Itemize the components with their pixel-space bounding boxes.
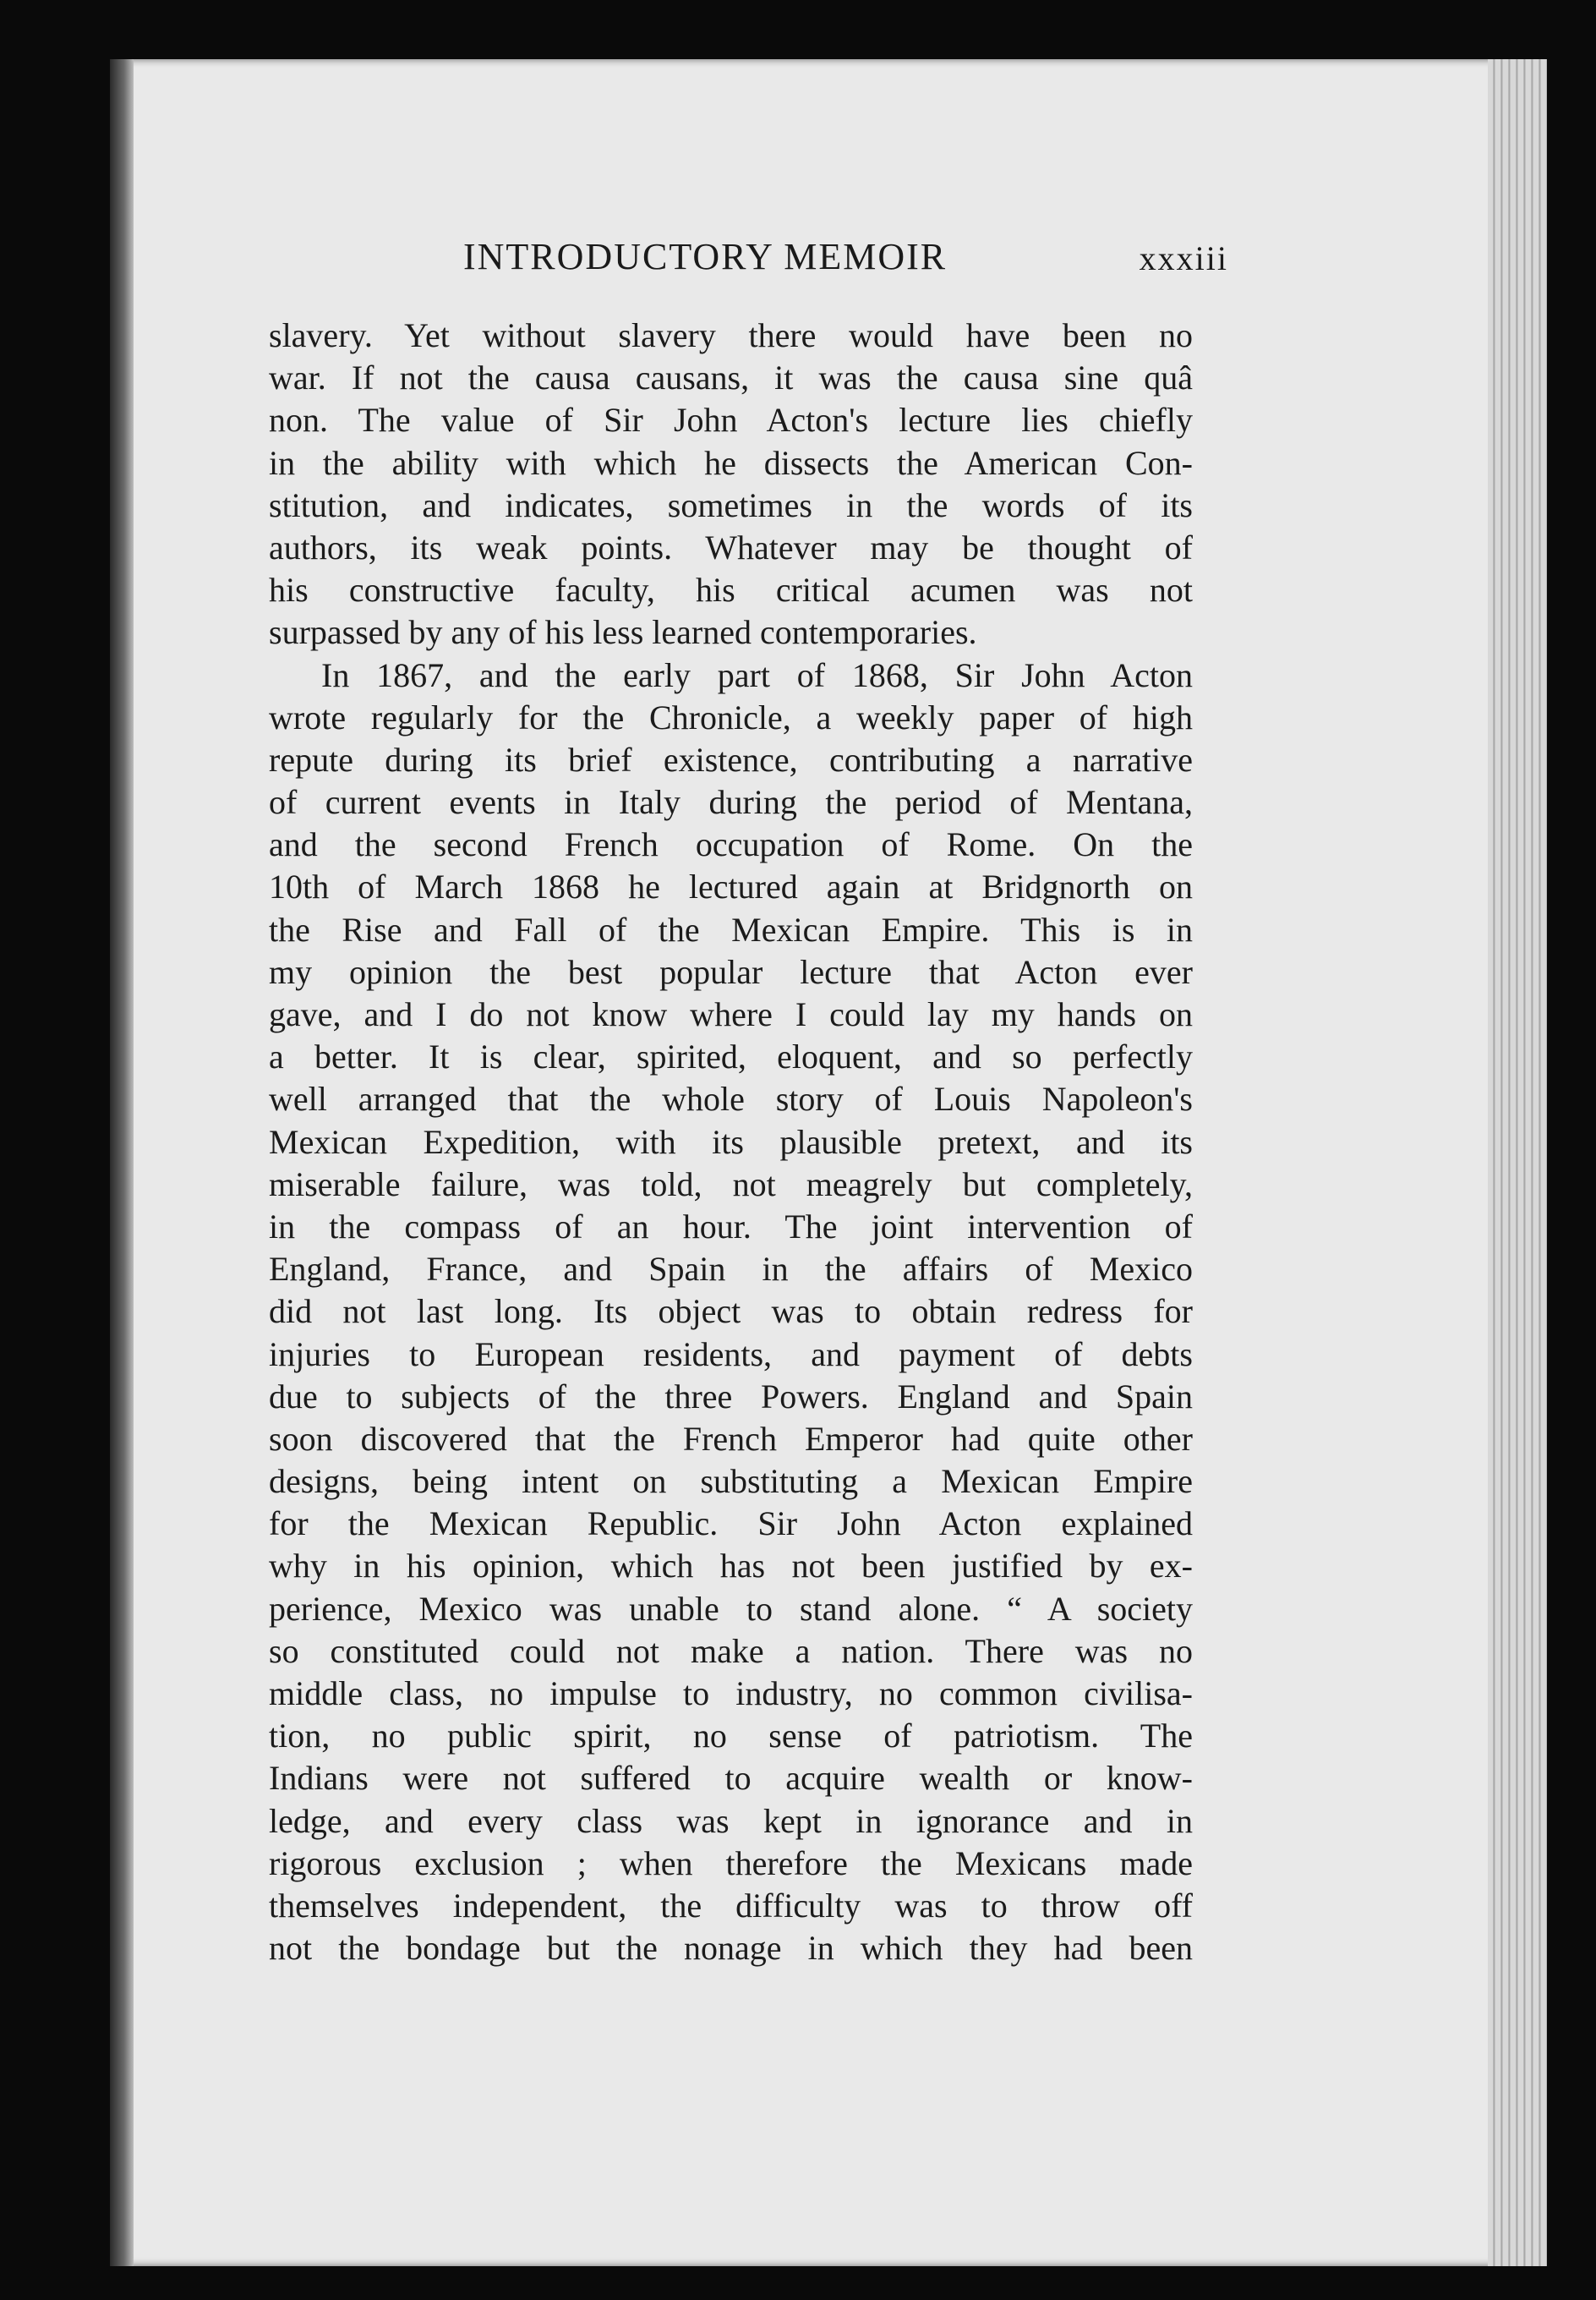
text-line: my opinion the best popular lecture that Acton ever [269, 952, 1193, 991]
text-line: tion, no public spirit, no sense of patriotism. The [269, 1717, 1193, 1755]
book-gutter [110, 59, 134, 2266]
text-line: slavery. Yet without slavery there would have been no [269, 316, 1193, 354]
text-line: and the second French occupation of Rome. On the [269, 825, 1193, 864]
text-line: middle class, no impulse to industry, no common civilisa- [269, 1674, 1193, 1712]
page-edges [1488, 59, 1547, 2266]
text-line: due to subjects of the three Powers. England and Spain [269, 1377, 1193, 1416]
body-text [269, 315, 1193, 1969]
text-line: non. The value of Sir John Acton's lecture lies chiefly [269, 401, 1193, 440]
text-line: war. If not the causa causans, it was the causa sine quâ [269, 359, 1193, 397]
text-line: not the bondage but the nonage in which they had been [269, 1929, 1193, 1968]
text-line: injuries to European residents, and payment of debts [269, 1334, 1193, 1373]
page-number: xxxiii [1139, 239, 1228, 277]
text-line: Indians were not suffered to acquire wealth or know- [269, 1759, 1193, 1798]
text-line: wrote regularly for the Chronicle, a weekly paper of high [269, 698, 1193, 737]
text-line: a better. It is clear, spirited, eloquent, and so perfectly [269, 1038, 1193, 1076]
text-line: did not last long. Its object was to obtain redress for [269, 1292, 1193, 1331]
text-line: Mexican Expedition, with its plausible pretext, and its [269, 1122, 1193, 1161]
text-line: well arranged that the whole story of Louis Napoleon's [269, 1080, 1193, 1119]
text-line: his constructive faculty, his critical acumen was not [269, 571, 1193, 610]
text-line: stitution, and indicates, sometimes in the words of its [269, 485, 1193, 524]
text-line: authors, its weak points. Whatever may be thought of [269, 528, 1193, 567]
text-line: of current events in Italy during the period of Mentana, [269, 783, 1193, 822]
text-line: England, France, and Spain in the affairs of Mexico [269, 1250, 1193, 1289]
text-line: soon discovered that the French Emperor had quite other [269, 1419, 1193, 1458]
text-line: in the ability with which he dissects the American Con- [269, 443, 1193, 482]
text-line: gave, and I do not know where I could lay my hands on [269, 995, 1193, 1033]
text-line: repute during its brief existence, contributing a narrative [269, 740, 1193, 779]
text-line: so constituted could not make a nation. There was no [269, 1631, 1193, 1670]
running-title: INTRODUCTORY MEMOIR [463, 236, 948, 277]
text-line: surpassed by any of his less learned contemporaries. [269, 613, 977, 652]
text-line: rigorous exclusion ; when therefore the Mexicans made [269, 1843, 1193, 1882]
text-line: perience, Mexico was unable to stand alone. “ A society [269, 1589, 1193, 1628]
text-line: themselves independent, the difficulty was to throw off [269, 1886, 1193, 1925]
text-line: for the Mexican Republic. Sir John Acton explained [269, 1504, 1193, 1543]
text-line: in the compass of an hour. The joint intervention of [269, 1207, 1193, 1246]
text-line: miserable failure, was told, not meagrely but completely, [269, 1164, 1193, 1203]
running-header [269, 235, 1228, 286]
text-line: why in his opinion, which has not been justified by ex- [269, 1547, 1193, 1585]
text-line: the Rise and Fall of the Mexican Empire. This is in [269, 910, 1193, 949]
paragraph-start-line: In 1867, and the early part of 1868, Sir John Acton [321, 655, 1193, 694]
text-line: ledge, and every class was kept in ignorance and in [269, 1801, 1193, 1840]
text-line: 10th of March 1868 he lectured again at Bridgnorth on [269, 868, 1193, 906]
text-line: designs, being intent on substituting a Mexican Empire [269, 1462, 1193, 1501]
